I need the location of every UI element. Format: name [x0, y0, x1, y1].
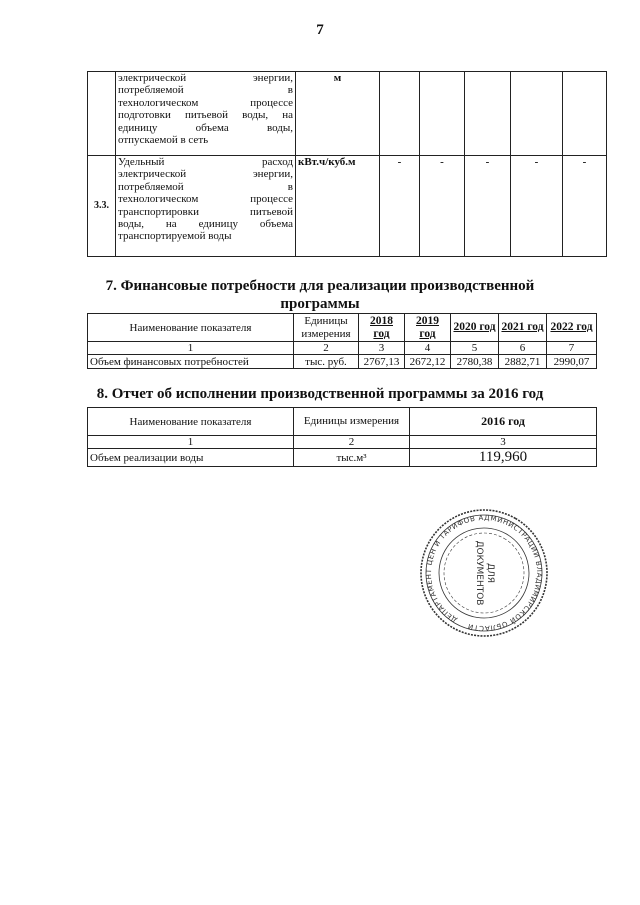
- indicators-table-continued: [87, 71, 607, 257]
- indicator-name: электрической энергии, потребляемой в технологическом процессе подготовки питьевой воды, на единицу объема воды, отпускаемой в сеть: [116, 72, 296, 156]
- table-row: [88, 355, 597, 369]
- value-cell: 2990,07: [547, 355, 597, 369]
- column-header-year: 2022 год: [547, 314, 597, 342]
- svg-text:ДЕПАРТАМЕНТ ЦЕН И ТАРИФОВ АДМИ: ДЕПАРТАМЕНТ ЦЕН И ТАРИФОВ АДМИНИСТРАЦИИ ВЛАДИМИРСКОЙ ОБЛАСТИ: [424, 513, 544, 633]
- column-number: 6: [499, 342, 547, 355]
- column-header-year: 2019 год: [405, 314, 451, 342]
- value-cell: 2780,38: [451, 355, 499, 369]
- indicator-name: Удельный расход электрической энергии, потребляемой в технологическом процессе транспортировки питьевой воды, на единицу объема транспортируемой воды: [116, 156, 296, 257]
- column-number: 3: [410, 436, 597, 449]
- table-row: [88, 72, 607, 156]
- column-header-unit: Единицы измерения: [294, 314, 359, 342]
- column-header-year: 2021 год: [499, 314, 547, 342]
- value-cell: -: [511, 156, 563, 257]
- section-8-title: 8. Отчет об исполнении производственной программы за 2016 год: [96, 386, 544, 402]
- official-stamp: [418, 507, 550, 639]
- indicator-name: Объем реализации воды: [88, 449, 294, 467]
- program-report-table: [87, 407, 597, 467]
- row-number: 3.3.: [88, 156, 116, 257]
- table-row: [88, 449, 597, 467]
- column-number-row: [88, 342, 597, 355]
- indicator-name: Объем финансовых потребностей: [88, 355, 294, 369]
- row-number: [88, 72, 116, 156]
- column-number: 7: [547, 342, 597, 355]
- value-cell: -: [465, 156, 511, 257]
- column-header-unit: Единицы измерения: [294, 408, 410, 436]
- column-number: 3: [359, 342, 405, 355]
- unit-cell: тыс.м³: [294, 449, 410, 467]
- table-header-row: [88, 314, 597, 342]
- column-header-name: Наименование показателя: [88, 408, 294, 436]
- column-number: 1: [88, 436, 294, 449]
- column-number: 1: [88, 342, 294, 355]
- value-cell: [563, 72, 607, 156]
- value-cell: 2767,13: [359, 355, 405, 369]
- financial-needs-table: [87, 313, 597, 369]
- value-cell: -: [380, 156, 420, 257]
- value-cell: -: [420, 156, 465, 257]
- column-number-row: [88, 436, 597, 449]
- value-cell: [465, 72, 511, 156]
- value-cell: 119,960: [410, 449, 597, 467]
- value-cell: [420, 72, 465, 156]
- column-number: 4: [405, 342, 451, 355]
- section-7-title: 7. Финансовые потребности для реализации производственной программы: [105, 278, 535, 312]
- table-header-row: [88, 408, 597, 436]
- value-cell: 2882,71: [499, 355, 547, 369]
- value-cell: [511, 72, 563, 156]
- column-header-year: 2018 год: [359, 314, 405, 342]
- table-row: [88, 156, 607, 257]
- column-header-year: 2020 год: [451, 314, 499, 342]
- column-number: 2: [294, 342, 359, 355]
- column-number: 5: [451, 342, 499, 355]
- value-cell: 2672,12: [405, 355, 451, 369]
- unit-cell: м: [296, 72, 380, 156]
- value-cell: [380, 72, 420, 156]
- column-number: 2: [294, 436, 410, 449]
- value-cell: -: [563, 156, 607, 257]
- unit-cell: кВт.ч/куб.м: [296, 156, 380, 257]
- stamp-center-text: ДЛЯДОКУМЕНТОВ: [474, 540, 495, 606]
- column-header-name: Наименование показателя: [88, 314, 294, 342]
- unit-cell: тыс. руб.: [294, 355, 359, 369]
- page-number: 7: [316, 22, 324, 38]
- column-header-year: 2016 год: [410, 408, 597, 436]
